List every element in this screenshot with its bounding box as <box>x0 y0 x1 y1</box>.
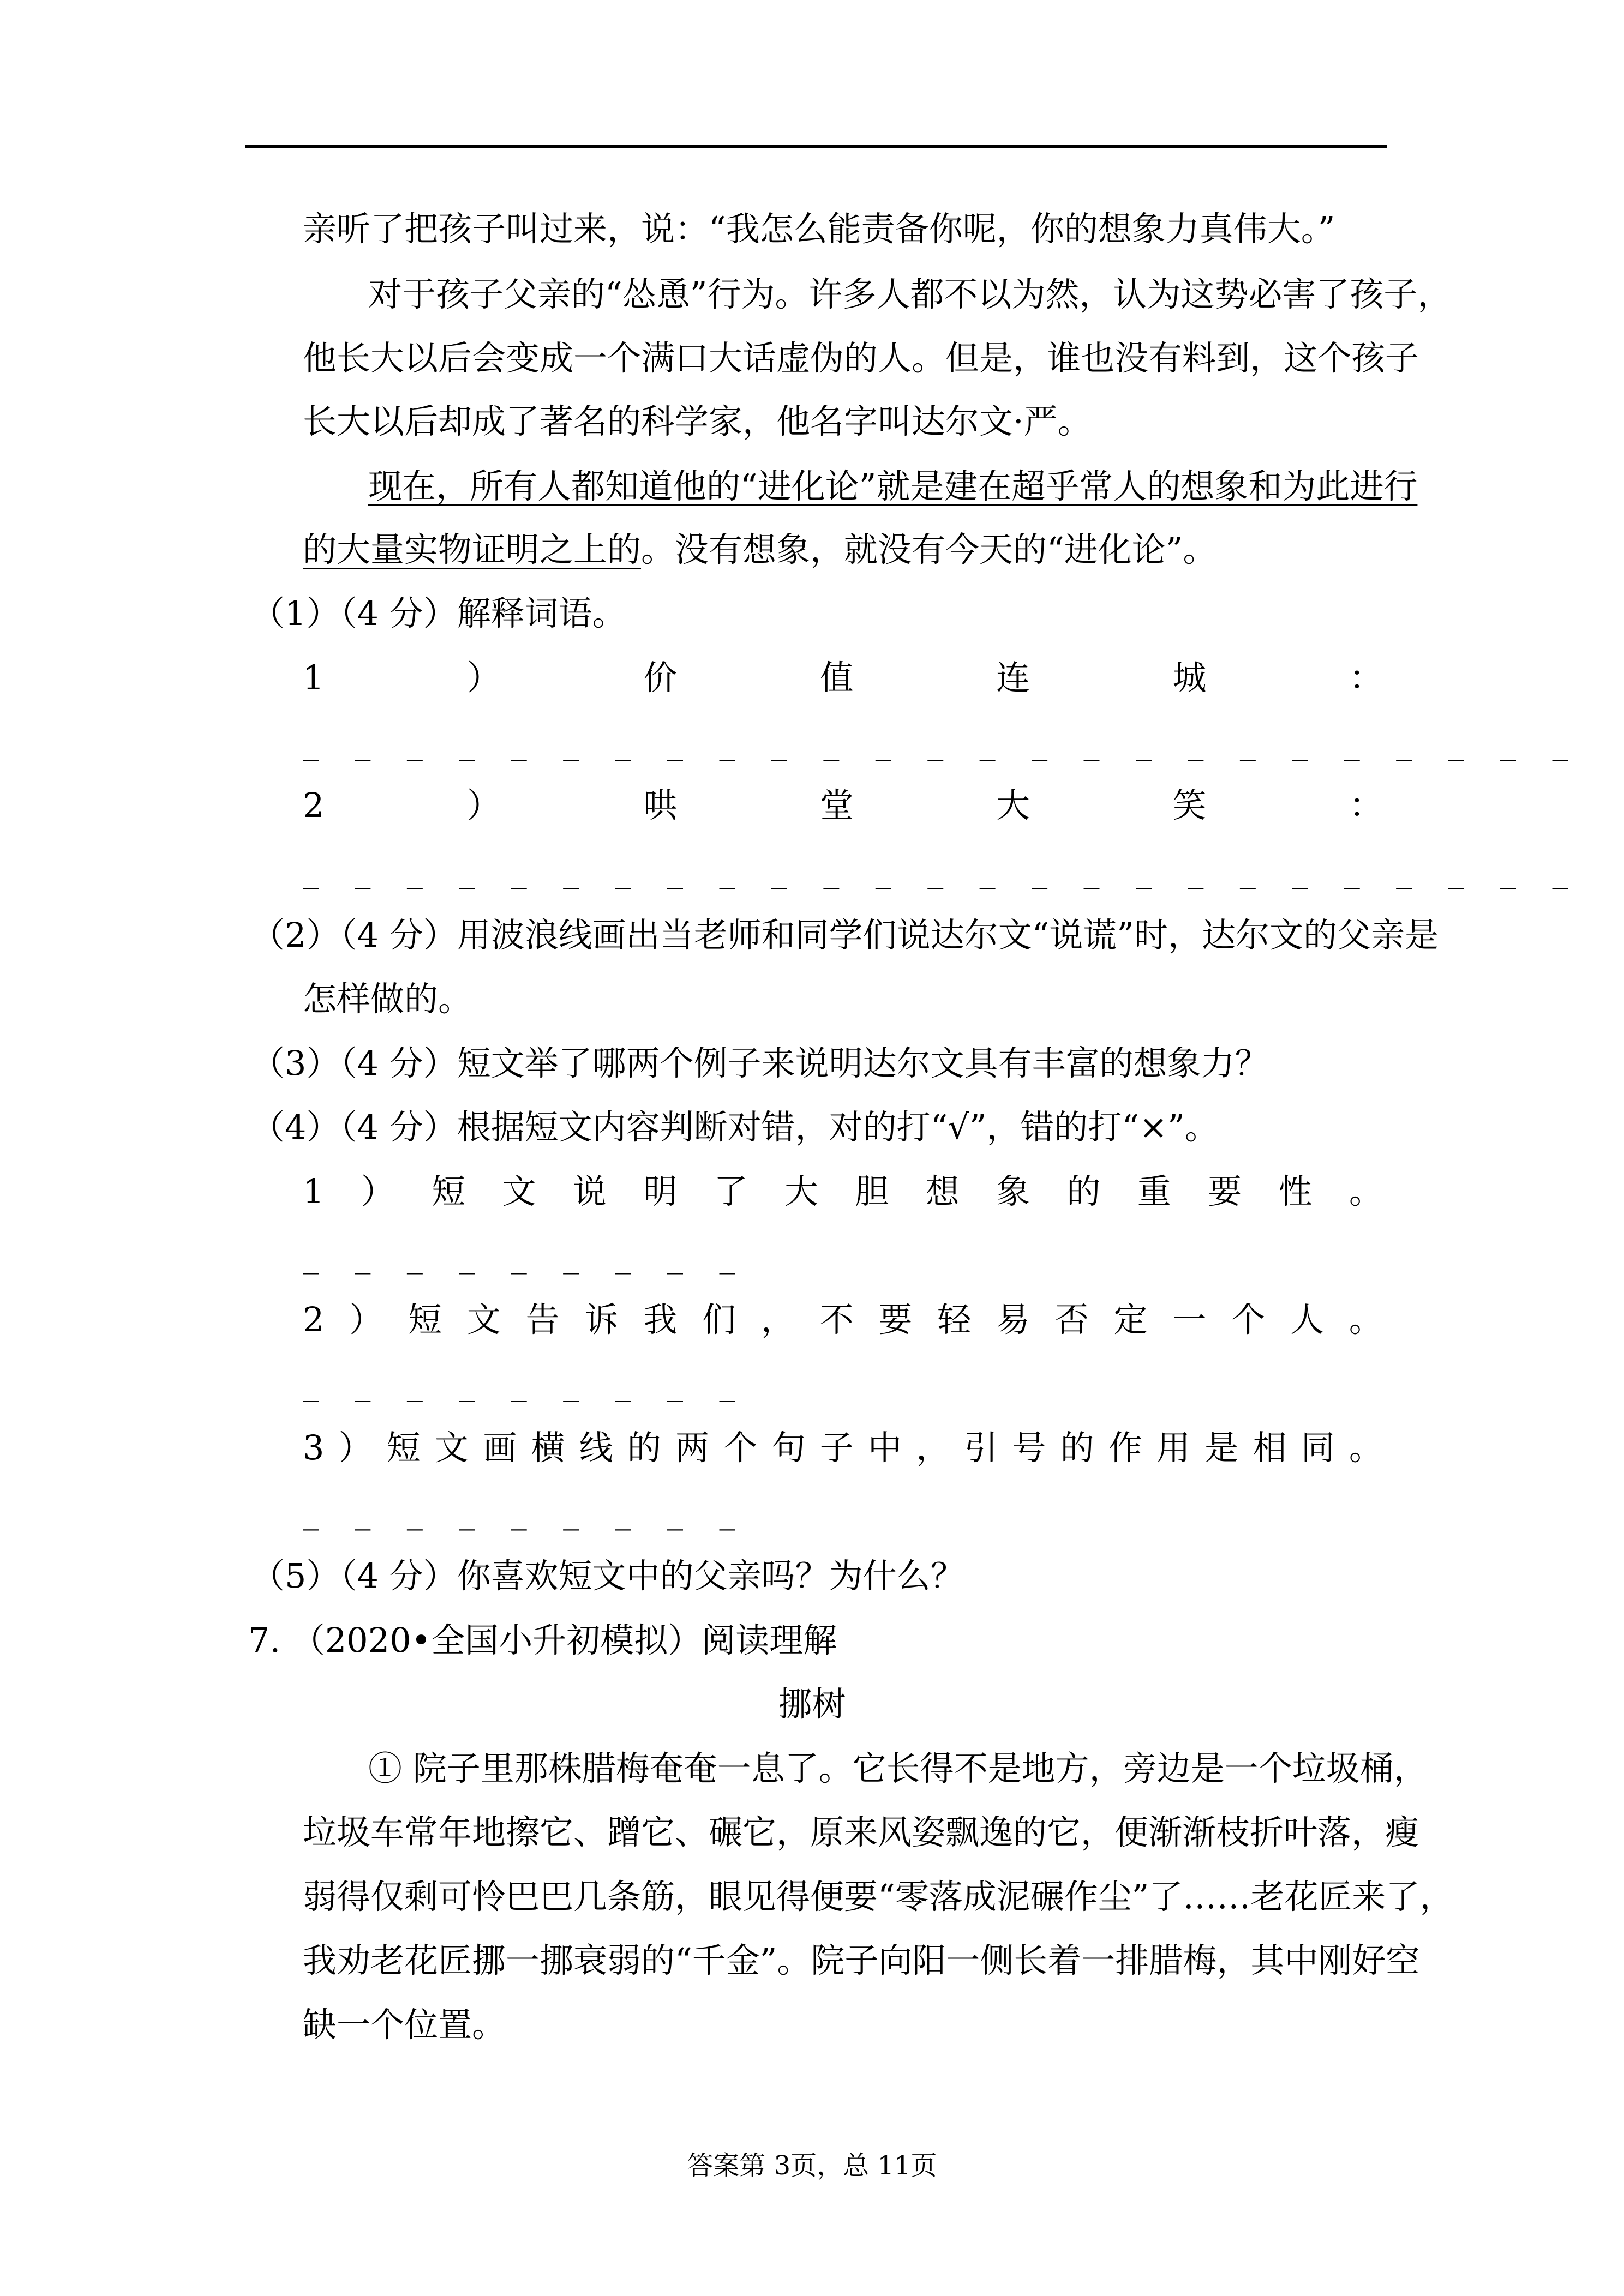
statement-char: 个 <box>723 1428 758 1468</box>
statement-char: 中 <box>867 1428 902 1468</box>
passage-line: 亲听了把孩子叫过来，说：“我怎么能责备你呢，你的想象力真伟大。” <box>303 209 1335 249</box>
passage-line: 垃圾车常年地擦它、蹭它、碾它，原来风姿飘逸的它，便渐渐枝折叶落，瘦 <box>303 1812 1419 1852</box>
statement-char: 明 <box>643 1171 678 1211</box>
statement-row-3 <box>303 1426 1383 1470</box>
passage-title: 挪树 <box>778 1684 846 1724</box>
question-1: （1）（4 分）解释词语。 <box>251 593 626 633</box>
statement-char: 。 <box>1349 1171 1383 1211</box>
question-2-cont: 怎样做的。 <box>303 979 472 1019</box>
passage-line: 我劝老花匠挪一挪衰弱的“千金”。院子向阳一侧长着一排腊梅，其中刚好空 <box>303 1940 1420 1980</box>
statement-char: 的 <box>1060 1428 1094 1468</box>
header-rule <box>245 145 1387 148</box>
statement-char: ） <box>361 1171 395 1211</box>
statement-char: 。 <box>1349 1428 1383 1468</box>
statement-char: 句 <box>771 1428 806 1468</box>
term-char: 值 <box>819 658 854 698</box>
term-char: 1 <box>303 658 325 698</box>
statement-char: 画 <box>483 1428 517 1468</box>
statement-char: 短 <box>432 1171 466 1211</box>
passage-line: 弱得仅剩可怜巴巴几条筋，眼见得便要“零落成泥碾作尘”了……老花匠来了， <box>303 1877 1454 1916</box>
statement-char: 线 <box>579 1428 613 1468</box>
term-char: 笑 <box>1172 785 1207 825</box>
statement-char: 说 <box>572 1171 607 1211</box>
question-2: （2）（4 分）用波浪线画出当老师和同学们说达尔文“说谎”时，达尔文的父亲是 <box>251 915 1439 955</box>
answer-blank[interactable]: _ _ _ _ _ _ _ _ _ _ _ _ _ _ _ _ _ _ _ _ _ _ _ _ _ <box>303 852 1581 889</box>
statement-char: 我 <box>643 1300 678 1339</box>
statement-char: 人 <box>1290 1300 1324 1339</box>
statement-char: 个 <box>1231 1300 1266 1339</box>
term-row-2 <box>303 784 1383 827</box>
statement-char: 想 <box>925 1171 960 1211</box>
statement-char: 告 <box>525 1300 560 1339</box>
term-char: ） <box>466 658 501 698</box>
page-footer: 答案第 3页，总 11页 <box>687 2150 937 2181</box>
statement-char: 重 <box>1137 1171 1171 1211</box>
statement-char: 1 <box>303 1171 325 1211</box>
statement-char: 了 <box>714 1171 748 1211</box>
statement-char: 要 <box>1208 1171 1242 1211</box>
statement-char: 3 <box>303 1428 325 1468</box>
passage-line: 他长大以后会变成一个满口大话虚伪的人。但是，谁也没有料到，这个孩子 <box>303 338 1419 378</box>
underlined-sentence: 现在，所有人都知道他的“进化论”就是建在超乎常人的想象和为此进行 <box>368 466 1418 506</box>
statement-char: 。 <box>1349 1300 1383 1339</box>
statement-char: 定 <box>1113 1300 1148 1339</box>
underlined-sentence: 的大量实物证明之上的 <box>303 530 642 569</box>
statement-char: ， <box>760 1300 795 1339</box>
statement-char: ） <box>349 1300 383 1339</box>
statement-char: ， <box>916 1428 950 1468</box>
statement-char: 相 <box>1253 1428 1287 1468</box>
term-char: ） <box>466 785 501 825</box>
statement-char: 号 <box>1012 1428 1046 1468</box>
statement-char: 要 <box>878 1300 913 1339</box>
statement-char: ） <box>338 1428 373 1468</box>
statement-row-1 <box>303 1170 1383 1213</box>
term-char: 哄 <box>643 785 678 825</box>
question-4: （4）（4 分）根据短文内容判断对错，对的打“√”，错的打“×”。 <box>251 1107 1219 1147</box>
statement-char: 不 <box>819 1300 854 1339</box>
statement-char: 否 <box>1054 1300 1089 1339</box>
question-5: （5）（4 分）你喜欢短文中的父亲吗？为什么？ <box>251 1556 964 1596</box>
statement-char: 轻 <box>937 1300 972 1339</box>
statement-char: 横 <box>531 1428 565 1468</box>
statement-char: 性 <box>1278 1171 1313 1211</box>
passage-line <box>303 528 1216 572</box>
statement-char: 同 <box>1301 1428 1335 1468</box>
statement-char: 文 <box>502 1171 536 1211</box>
passage-line: 对于孩子父亲的“怂恿”行为。许多人都不以为然，认为这势必害了孩子， <box>368 274 1452 314</box>
statement-char: 一 <box>1172 1300 1207 1339</box>
statement-char: 短 <box>408 1300 442 1339</box>
statement-char: 诉 <box>584 1300 619 1339</box>
question-7-header: 7. （2020•全国小升初模拟）阅读理解 <box>248 1620 837 1660</box>
statement-char: 的 <box>1066 1171 1101 1211</box>
answer-blank[interactable]: _ _ _ _ _ _ _ _ _ _ _ _ _ _ _ _ _ _ _ _ _ _ _ _ _ <box>303 724 1581 761</box>
term-char: 连 <box>996 658 1030 698</box>
statement-char: 文 <box>435 1428 469 1468</box>
statement-char: 引 <box>964 1428 998 1468</box>
term-row-1 <box>303 656 1383 700</box>
answer-blank[interactable]: _ _ _ _ _ _ _ _ _ <box>303 1494 748 1531</box>
statement-char: 象 <box>996 1171 1030 1211</box>
statement-char: 大 <box>784 1171 818 1211</box>
passage-line: 长大以后却成了著名的科学家，他名字叫达尔文·严。 <box>303 401 1092 441</box>
passage-text: 。没有想象，就没有今天的“进化论”。 <box>641 530 1217 569</box>
statement-char: 胆 <box>855 1171 889 1211</box>
answer-blank[interactable]: _ _ _ _ _ _ _ _ _ <box>303 1365 748 1402</box>
term-char: 2 <box>303 785 325 825</box>
answer-blank[interactable]: _ _ _ _ _ _ _ _ _ <box>303 1237 748 1275</box>
statement-char: 用 <box>1156 1428 1191 1468</box>
passage-line: 缺一个位置。 <box>303 2005 506 2045</box>
term-char: ： <box>1349 785 1383 825</box>
statement-char: 短 <box>386 1428 421 1468</box>
question-3: （3）（4 分）短文举了哪两个例子来说明达尔文具有丰富的想象力？ <box>251 1043 1269 1083</box>
passage-line: ① 院子里那株腊梅奄奄一息了。它长得不是地方，旁边是一个垃圾桶， <box>368 1748 1428 1788</box>
statement-char: 子 <box>819 1428 854 1468</box>
statement-char: 易 <box>996 1300 1030 1339</box>
statement-row-2 <box>303 1298 1383 1342</box>
statement-char: 作 <box>1108 1428 1142 1468</box>
term-char: 堂 <box>819 785 854 825</box>
statement-char: 两 <box>675 1428 710 1468</box>
statement-char: 的 <box>627 1428 661 1468</box>
term-char: ： <box>1349 658 1383 698</box>
statement-char: 文 <box>466 1300 501 1339</box>
term-char: 大 <box>996 785 1030 825</box>
term-char: 城 <box>1172 658 1207 698</box>
statement-char: 们 <box>702 1300 736 1339</box>
statement-char: 是 <box>1204 1428 1239 1468</box>
statement-char: 2 <box>303 1300 325 1339</box>
term-char: 价 <box>643 658 678 698</box>
